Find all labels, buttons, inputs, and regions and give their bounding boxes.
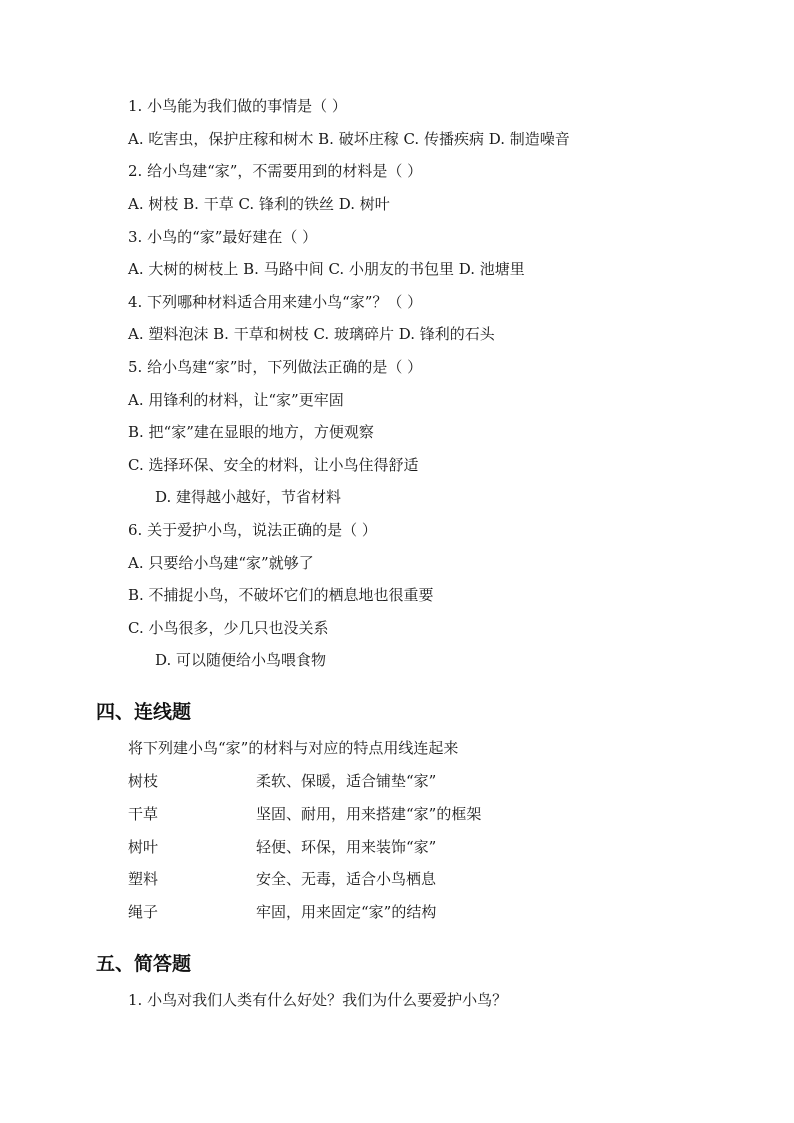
match-right-item: 坚固、耐用，用来搭建“家”的框架 xyxy=(256,805,482,823)
section-4-instruction: 将下列建小鸟“家”的材料与对应的特点用线连起来 xyxy=(128,739,459,757)
question-2-stem: 2. 给小鸟建“家”，不需要用到的材料是（ ） xyxy=(128,162,423,180)
question-5-option-c: C. 选择环保、安全的材料，让小鸟住得舒适 xyxy=(128,456,419,474)
match-left-item: 塑料 xyxy=(128,870,159,888)
match-right-item: 安全、无毒，适合小鸟栖息 xyxy=(256,870,437,888)
match-left-item: 绳子 xyxy=(128,903,159,921)
question-1-stem: 1. 小鸟能为我们做的事情是（ ） xyxy=(128,97,347,115)
question-4-stem: 4. 下列哪种材料适合用来建小鸟“家”？（ ） xyxy=(128,293,423,311)
question-6-option-c: C. 小鸟很多，少几只也没关系 xyxy=(128,619,329,637)
question-3-options: A. 大树的树枝上 B. 马路中间 C. 小朋友的书包里 D. 池塘里 xyxy=(128,260,525,278)
question-4-options: A. 塑料泡沫 B. 干草和树枝 C. 玻璃碎片 D. 锋利的石头 xyxy=(128,325,495,343)
match-right-item: 牢固，用来固定“家”的结构 xyxy=(256,903,437,921)
match-right-item: 轻便、环保，用来装饰“家” xyxy=(256,838,437,856)
question-5-stem: 5. 给小鸟建“家”时，下列做法正确的是（ ） xyxy=(128,358,423,376)
question-6-stem: 6. 关于爱护小鸟，说法正确的是（ ） xyxy=(128,521,377,539)
question-5-option-b: B. 把“家”建在显眼的地方，方便观察 xyxy=(128,423,374,441)
question-1-options: A. 吃害虫，保护庄稼和树木 B. 破坏庄稼 C. 传播疾病 D. 制造噪音 xyxy=(128,130,570,148)
section-4-heading: 四、连线题 xyxy=(96,701,192,723)
section-5-heading: 五、简答题 xyxy=(96,953,192,975)
match-left-item: 树叶 xyxy=(128,838,159,856)
question-6-option-a: A. 只要给小鸟建“家”就够了 xyxy=(128,554,314,572)
question-5-option-d: D. 建得越小越好，节省材料 xyxy=(155,488,342,506)
question-3-stem: 3. 小鸟的“家”最好建在（ ） xyxy=(128,228,318,246)
match-left-item: 干草 xyxy=(128,805,159,823)
question-6-option-b: B. 不捕捉小鸟，不破坏它们的栖息地也很重要 xyxy=(128,586,434,604)
question-6-option-d: D. 可以随便给小鸟喂食物 xyxy=(155,651,327,669)
match-right-item: 柔软、保暖，适合铺垫“家” xyxy=(256,772,437,790)
match-left-item: 树枝 xyxy=(128,772,159,790)
question-5-option-a: A. 用锋利的材料，让“家”更牢固 xyxy=(128,391,344,409)
question-2-options: A. 树枝 B. 干草 C. 锋利的铁丝 D. 树叶 xyxy=(128,195,390,213)
section-5-question-1: 1. 小鸟对我们人类有什么好处？我们为什么要爱护小鸟？ xyxy=(128,991,508,1009)
